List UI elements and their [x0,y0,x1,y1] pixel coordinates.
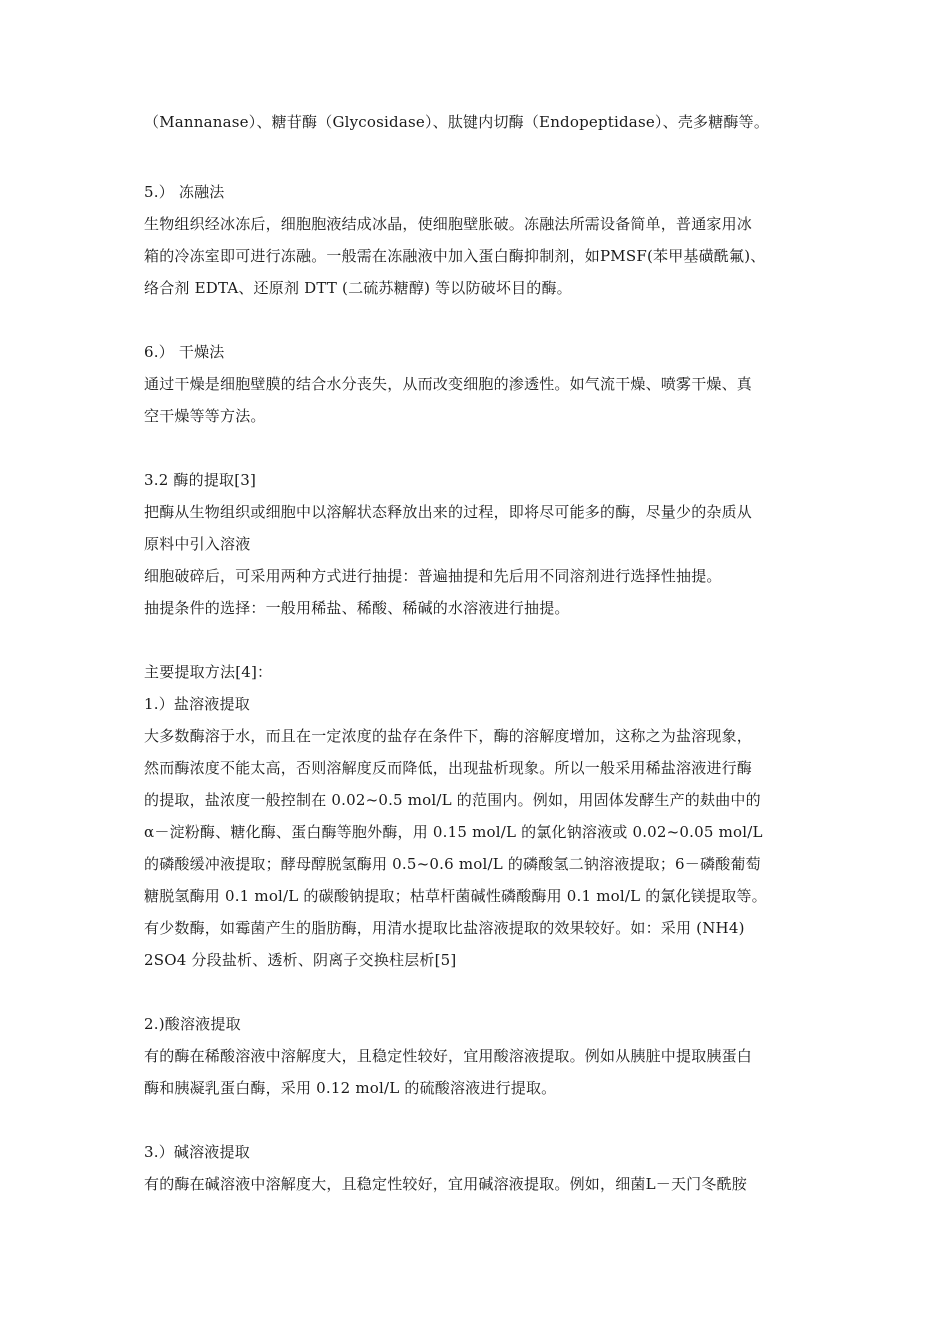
paragraph-line: 酶和胰凝乳蛋白酶，采用 0.12 mol/L 的硫酸溶液进行提取。 [144,1079,557,1097]
drying-section [144,336,824,432]
paragraph-line: 箱的冷冻室即可进行冻融。一般需在冻融液中加入蛋白酶抑制剂，如PMSF(苯甲基磺酰氟)、 [144,247,766,265]
paragraph-line: 糖脱氢酶用 0.1 mol/L 的碳酸钠提取；枯草杆菌碱性磷酸酶用 0.1 mol/L 的氯化镁提取等。 [144,887,767,905]
paragraph-line: 空干燥等等方法。 [144,407,266,425]
paragraph-line: α－淀粉酶、糖化酶、蛋白酶等胞外酶，用 0.15 mol/L 的氯化钠溶液或 0.02~0.05 mol/L [144,823,763,841]
paragraph-line: 的提取，盐浓度一般控制在 0.02~0.5 mol/L 的范围内。例如，用固体发酵生产的麸曲中的 [144,791,761,809]
intro-line: （Mannanase）、糖苷酶（Glycosidase）、肽键内切酶（Endopeptidase）、壳多糖酶等。 [144,113,770,131]
subsection-heading: 2.)酸溶液提取 [144,1015,241,1033]
section-heading: 3.2 酶的提取[3] [144,471,257,489]
paragraph-line: 抽提条件的选择：一般用稀盐、稀酸、稀碱的水溶液进行抽提。 [144,599,570,617]
section-heading: 5.） 冻融法 [144,183,225,201]
paragraph-line: 有的酶在稀酸溶液中溶解度大，且稳定性较好，宜用酸溶液提取。例如从胰脏中提取胰蛋白 [144,1047,753,1065]
subsection-heading: 3.）碱溶液提取 [144,1143,250,1161]
paragraph-line: 把酶从生物组织或细胞中以溶解状态释放出来的过程，即将尽可能多的酶，尽量少的杂质从 [144,503,753,521]
paragraph-line: 有的酶在碱溶液中溶解度大，且稳定性较好，宜用碱溶液提取。例如，细菌L－天门冬酰胺 [144,1175,747,1193]
paragraph-line: 然而酶浓度不能太高，否则溶解度反而降低，出现盐析现象。所以一般采用稀盐溶液进行酶 [144,759,753,777]
paragraph-line: 的磷酸缓冲液提取；酵母醇脱氢酶用 0.5~0.6 mol/L 的磷酸氢二钠溶液提取；6－磷酸葡萄 [144,855,761,873]
paragraph-line: 2SO4 分段盐析、透析、阴离子交换柱层析[5] [144,951,457,969]
paragraph-line: 细胞破碎后，可采用两种方式进行抽提：普遍抽提和先后用不同溶剂进行选择性抽提。 [144,567,722,585]
document-page [144,106,824,1200]
section-heading: 6.） 干燥法 [144,343,225,361]
paragraph-line: 络合剂 EDTA、还原剂 DTT (二硫苏糖醇) 等以防破坏目的酶。 [144,279,572,297]
freeze-thaw-section [144,176,824,304]
paragraph-line: 有少数酶，如霉菌产生的脂肪酶，用清水提取比盐溶液提取的效果较好。如：采用 (NH4) [144,919,745,937]
salt-extraction-subsection [144,688,824,976]
subsection-heading: 1.）盐溶液提取 [144,695,250,713]
paragraph-line: 通过干燥是细胞壁膜的结合水分丧失，从而改变细胞的渗透性。如气流干燥、喷雾干燥、真 [144,375,753,393]
paragraph-line: 原料中引入溶液 [144,535,251,553]
extraction-section [144,464,824,624]
alkali-extraction-subsection [144,1136,824,1200]
paragraph-line: 生物组织经冰冻后，细胞胞液结成冰晶，使细胞壁胀破。冻融法所需设备简单，普通家用冰 [144,215,753,233]
acid-extraction-subsection [144,1008,824,1104]
section-heading: 主要提取方法[4]： [144,663,273,681]
methods-section [144,656,824,1200]
paragraph-line: 大多数酶溶于水，而且在一定浓度的盐存在条件下，酶的溶解度增加，这称之为盐溶现象， [144,727,753,745]
